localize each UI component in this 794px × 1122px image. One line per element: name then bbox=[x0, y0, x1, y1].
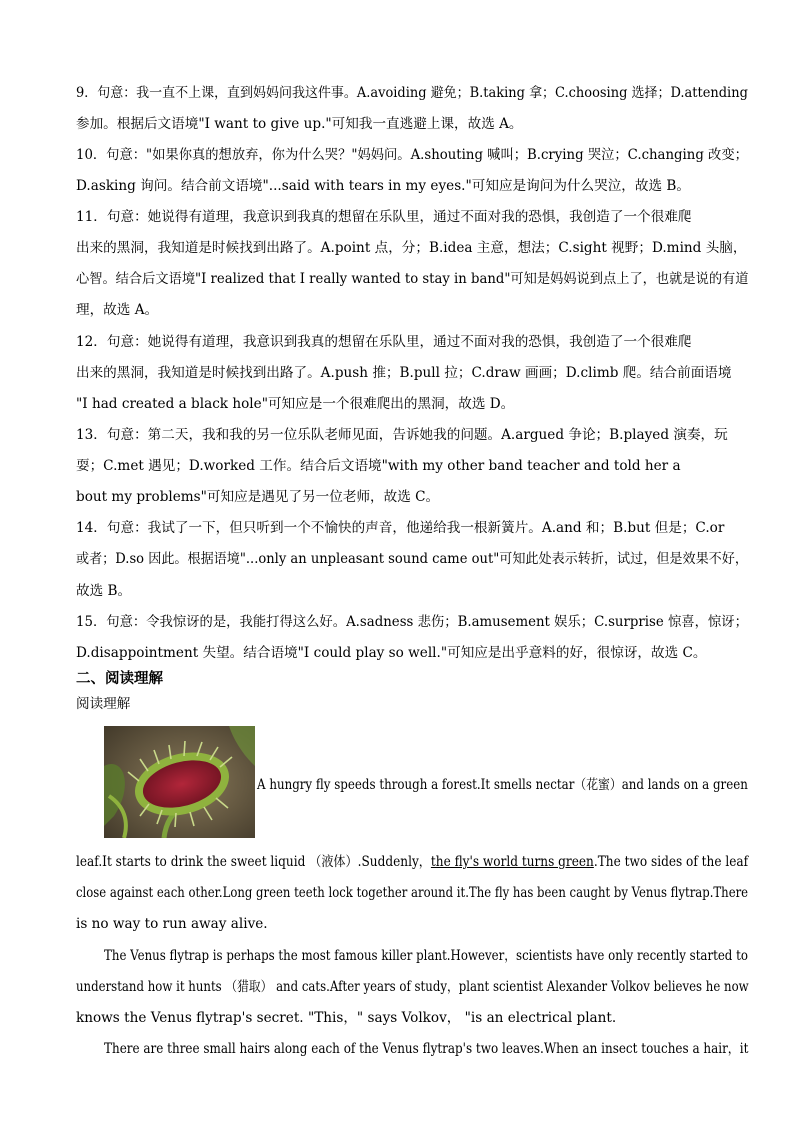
answer-11-line-1: 11．句意：她说得有道理，我意识到我真的想留在乐队里，通过不面对我的恐惧，我创造了一个很难爬 bbox=[76, 209, 692, 225]
answer-14-line-2: 或者；D.so 因此。根据语境"...only an unpleasant sound came out"可知此处表示转折，试过，但是效果不好， bbox=[76, 551, 748, 567]
passage-line-5: The Venus flytrap is perhaps the most famous killer plant.However，scientists have only recently started to bbox=[104, 948, 748, 964]
passage-line-3: close against each other.Long green teeth lock together around it.The fly has been caught by Venus flytrap.There bbox=[76, 885, 749, 901]
passage-line-2-end: .The two sides of the leaf bbox=[593, 854, 749, 870]
answer-13-line-1: 13．句意：第二天，我和我的另一位乐队老师见面，告诉她我的问题。A.argued 争论；B.played 演奏，玩 bbox=[76, 427, 728, 443]
answer-15-line-1: 15．句意：令我惊讶的是，我能打得这么好。A.sadness 悲伤；B.amusement 娱乐；C.surprise 惊喜，惊讶； bbox=[76, 614, 748, 630]
passage-line-2 bbox=[76, 853, 748, 871]
answer-12-line-1: 12．句意：她说得有道理，我意识到我真的想留在乐队里，通过不面对我的恐惧，我创造了一个很难爬 bbox=[76, 334, 692, 350]
answer-9-line-1: 9．句意：我一直不上课，直到妈妈问我这件事。A.avoiding 避免；B.taking 拿；C.choosing 选择；D.attending bbox=[76, 85, 748, 101]
answer-12-line-2: 出来的黑洞，我知道是时候找到出路了。A.push 推；B.pull 拉；C.draw 画画；D.climb 爬。结合前面语境 bbox=[76, 365, 732, 381]
passage-line-8: There are three small hairs along each of the Venus flytrap's two leaves.When an insect touches a hair，it bbox=[104, 1041, 749, 1057]
answer-11-line-2: 出来的黑洞，我知道是时候找到出路了。A.point 点，分；B.idea 主意，想法；C.sight 视野；D.mind 头脑， bbox=[76, 240, 747, 256]
answer-9-line-2: 参加。根据后文语境"I want to give up."可知我一直逃避上课，故选 A。 bbox=[76, 116, 523, 132]
answer-13-line-3: bout my problems"可知应是遇见了另一位老师，故选 C。 bbox=[76, 489, 440, 505]
answer-13-line-2: 耍；C.met 遇见；D.worked 工作。结合后文语境"with my other band teacher and told her a bbox=[76, 458, 681, 474]
section-heading: 二、阅读理解 bbox=[76, 671, 163, 687]
answer-14-line-1: 14．句意：我试了一下，但只听到一个不愉快的声音，他递给我一根新簧片。A.and 和；B.but 但是；C.or bbox=[76, 520, 725, 536]
passage-line-4: is no way to run away alive. bbox=[76, 916, 268, 932]
answer-10-line-2: D.asking 询问。结合前文语境"...said with tears in my eyes."可知应是询问为什么哭泣，故选 B。 bbox=[76, 178, 690, 194]
answer-11-line-3: 心智。结合后文语境"I realized that I really wanted to stay in band"可知是妈妈说到点上了，也就是说的有道 bbox=[76, 271, 749, 287]
section-subheading: 阅读理解 bbox=[76, 696, 131, 712]
answer-10-line-1: 10．句意："如果你真的想放弃，你为什么哭？"妈妈问。A.shouting 喊叫；B.crying 哭泣；C.changing 改变； bbox=[76, 147, 748, 163]
answer-15-line-2: D.disappointment 失望。结合语境"I could play so well."可知应是出乎意料的好，很惊讶，故选 C。 bbox=[76, 645, 707, 661]
underlined-phrase: the fly's world turns green bbox=[430, 854, 594, 870]
venus-flytrap-photo bbox=[104, 726, 255, 838]
answer-14-line-3: 故选 B。 bbox=[76, 583, 132, 599]
answer-11-line-4: 理，故选 A。 bbox=[76, 302, 159, 318]
passage-line-6: understand how it hunts （猎取） and cats.After years of study，plant scientist Alexander Volkov believes he now bbox=[76, 979, 749, 995]
passage-line-1: A hungry fly speeds through a forest.It smells nectar（花蜜）and lands on a green bbox=[257, 777, 748, 793]
passage-line-7: knows the Venus flytrap's secret. "This，" says Volkov， "is an electrical plant. bbox=[76, 1010, 617, 1026]
answer-12-line-3: "I had created a black hole"可知应是一个很难爬出的黑洞，故选 D。 bbox=[76, 396, 515, 412]
passage-line-2-start: leaf.It starts to drink the sweet liquid （液体）.Suddenly， bbox=[76, 854, 431, 870]
